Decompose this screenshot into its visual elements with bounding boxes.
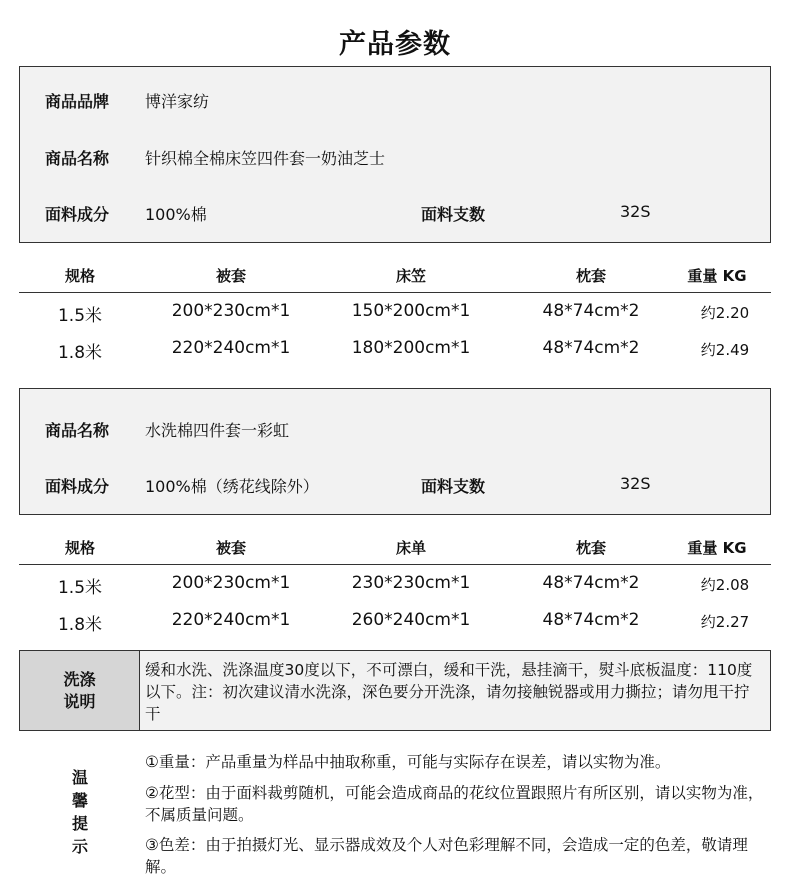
tips-label-char: 馨: [71, 791, 88, 810]
tips-label-char: 提: [71, 814, 88, 833]
table-header-duvet: 被套: [215, 267, 247, 285]
table-header-pillowcase: 枕套: [575, 539, 607, 557]
cell-pillowcase: 48*74cm*2: [542, 610, 640, 630]
yarn-count-value: 32S: [620, 202, 651, 221]
cell-weight: 约2.20: [700, 304, 750, 322]
fabric-value: 100%棉: [145, 205, 207, 224]
cell-weight: 约2.08: [700, 576, 750, 594]
table-divider: [19, 564, 771, 565]
name-label: 商品名称: [45, 421, 110, 440]
fabric-value: 100%棉（绣花线除外）: [145, 477, 319, 496]
table-header-weight: 重量 KG: [687, 539, 747, 557]
name-value: 水洗棉四件套一彩虹: [145, 421, 290, 440]
cell-pillowcase: 48*74cm*2: [542, 338, 640, 358]
tips-label: [60, 766, 100, 858]
table-header-flat-sheet: 床单: [395, 539, 427, 557]
name-label: 商品名称: [45, 149, 110, 168]
table-header-weight: 重量 KG: [687, 267, 747, 285]
fabric-label: 面料成分: [45, 477, 110, 496]
cell-duvet: 200*230cm*1: [171, 301, 291, 321]
washing-instructions: 缓和水洗、洗涤温度30度以下，不可漂白，缓和干洗，悬挂滴干，熨斗底板温度：110度以下。注：初次建议清水洗涤，深色要分开洗涤，请勿接触锐器或用力撕拉；请勿甩干拧干: [140, 650, 771, 731]
cell-sheet: 260*240cm*1: [351, 610, 471, 630]
tip-weight: ①重量：产品重量为样品中抽取称重，可能与实际存在误差，请以实物为准。: [145, 753, 671, 771]
cell-size: 1.8米: [57, 615, 103, 635]
brand-value: 博洋家纺: [145, 92, 210, 111]
cell-pillowcase: 48*74cm*2: [542, 301, 640, 321]
fabric-label: 面料成分: [45, 205, 110, 224]
washing-label-line1: 洗涤: [63, 669, 96, 689]
brand-label: 商品品牌: [45, 92, 110, 111]
cell-duvet: 220*240cm*1: [171, 610, 291, 630]
table-divider: [19, 292, 771, 293]
tip-color: ③色差：由于拍摄灯光、显示器成效及个人对色彩理解不同，会造成一定的色差，敬请理解。: [145, 836, 748, 876]
table-header-pillowcase: 枕套: [575, 267, 607, 285]
tip-pattern: ②花型：由于面料裁剪随机，可能会造成商品的花纹位置跟照片有所区别，请以实物为准，不属质量问题。: [145, 784, 764, 824]
table-header-fitted-sheet: 床笠: [395, 267, 427, 285]
product1-info-box: [19, 66, 771, 243]
name-value: 针织棉全棉床笠四件套一奶油芝士: [145, 149, 386, 168]
yarn-count-label: 面料支数: [421, 477, 486, 496]
cell-size: 1.8米: [57, 343, 103, 363]
washing-label: [19, 650, 140, 731]
cell-sheet: 180*200cm*1: [351, 338, 471, 358]
table-header-size: 规格: [64, 267, 96, 285]
cell-pillowcase: 48*74cm*2: [542, 573, 640, 593]
cell-weight: 约2.27: [700, 613, 750, 631]
product2-info-box: [19, 388, 771, 515]
tips-label-char: 示: [71, 837, 88, 856]
table-header-duvet: 被套: [215, 539, 247, 557]
page-title: 产品参数: [339, 29, 451, 60]
tips-label-char: 温: [71, 768, 88, 787]
cell-duvet: 200*230cm*1: [171, 573, 291, 593]
yarn-count-label: 面料支数: [421, 205, 486, 224]
cell-size: 1.5米: [57, 578, 103, 598]
cell-sheet: 150*200cm*1: [351, 301, 471, 321]
cell-sheet: 230*230cm*1: [351, 573, 471, 593]
cell-size: 1.5米: [57, 306, 103, 326]
cell-duvet: 220*240cm*1: [171, 338, 291, 358]
yarn-count-value: 32S: [620, 474, 651, 493]
table-header-size: 规格: [64, 539, 96, 557]
washing-label-line2: 说明: [63, 691, 96, 711]
cell-weight: 约2.49: [700, 341, 750, 359]
